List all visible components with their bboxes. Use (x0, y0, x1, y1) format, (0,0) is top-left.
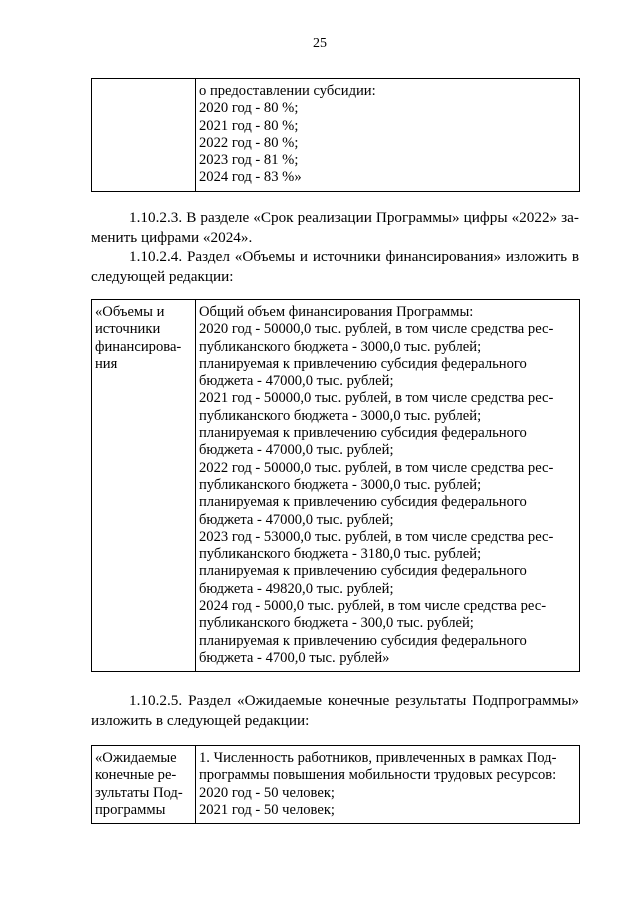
text-line: публиканского бюджета - 3000,0 тыс. рублей; (199, 407, 482, 424)
text-line: 2021 год - 50000,0 тыс. рублей, в том числе средства рес- (199, 390, 554, 407)
text-line: 2023 год - 81 %; (199, 152, 299, 169)
text-line: публиканского бюджета - 300,0 тыс. рублей; (199, 615, 474, 632)
text-line: 2022 год - 80 %; (199, 134, 299, 151)
table-cell-label (92, 746, 196, 824)
text-line: 2022 год - 50000,0 тыс. рублей, в том числе средства рес- (199, 459, 554, 476)
text-line: «Ожидаемые (95, 750, 177, 766)
text-line: финансирова- (95, 338, 182, 355)
table-cell-content (196, 300, 580, 672)
table-cell-content (196, 746, 580, 824)
table-cell-label (92, 79, 196, 192)
text-line: зультаты Под- (95, 784, 183, 801)
text-line: программы (95, 801, 166, 818)
table-row (92, 300, 580, 672)
expected-results-table (91, 745, 580, 824)
table-cell-label (92, 300, 196, 672)
text-line: конечные ре- (95, 767, 177, 784)
text-line: 2020 год - 50 человек; (199, 784, 335, 801)
text-line: 2023 год - 53000,0 тыс. рублей, в том числе средства рес- (199, 528, 554, 545)
text-line: 2021 год - 80 %; (199, 117, 299, 134)
text-line: планируемая к привлечению субсидия федерального (199, 494, 527, 511)
text-line: программы повышения мобильности трудовых ресурсов: (199, 767, 557, 784)
table-row (92, 746, 580, 824)
text-line: изложить в следующей редакции: (91, 712, 310, 729)
text-line: бюджета - 4700,0 тыс. рублей» (199, 649, 390, 666)
text-line: планируемая к привлечению субсидия федерального (199, 563, 527, 580)
page-number: 25 (313, 36, 327, 51)
text-line: ния (95, 355, 118, 372)
text-line: планируемая к привлечению субсидия федерального (199, 632, 527, 649)
text-line: «Объемы и (95, 304, 165, 320)
text-line: бюджета - 47000,0 тыс. рублей; (199, 511, 394, 528)
financing-table (91, 299, 580, 672)
text-line: публиканского бюджета - 3000,0 тыс. рублей; (199, 338, 482, 355)
text-line: бюджета - 47000,0 тыс. рублей; (199, 373, 394, 390)
text-line: следующей редакции: (91, 268, 234, 285)
text-line: 2024 год - 5000,0 тыс. рублей, в том числе средства рес- (199, 598, 547, 615)
text-line: 2020 год - 50000,0 тыс. рублей, в том числе средства рес- (199, 321, 554, 338)
subsidy-share-table (91, 78, 580, 192)
text-line: о предоставлении субсидии: (199, 83, 376, 99)
text-line: планируемая к привлечению субсидия федерального (199, 355, 527, 372)
text-line: 1.10.2.4. Раздел «Объемы и источники финансирования» изложить в (129, 248, 579, 265)
paragraph-1-10-2-4 (91, 247, 579, 287)
text-line: планируемая к привлечению субсидия федерального (199, 425, 527, 442)
text-line: 2020 год - 80 %; (199, 100, 299, 117)
text-line: бюджета - 47000,0 тыс. рублей; (199, 442, 394, 459)
text-line: менить цифрами «2024». (91, 229, 253, 246)
text-line: 1.10.2.3. В разделе «Срок реализации Программы» цифры «2022» за- (129, 209, 579, 226)
paragraph-1-10-2-5 (91, 691, 579, 731)
text-line: бюджета - 49820,0 тыс. рублей; (199, 580, 394, 597)
text-line: Общий объем финансирования Программы: (199, 304, 474, 320)
text-line: 1.10.2.5. Раздел «Ожидаемые конечные результаты Подпрограммы» (129, 692, 579, 709)
text-line: 1. Численность работников, привлеченных в рамках Под- (199, 750, 557, 766)
paragraph-1-10-2-3 (91, 208, 579, 248)
table-row (92, 79, 580, 192)
text-line: 2021 год - 50 человек; (199, 801, 335, 818)
text-line: 2024 год - 83 %» (199, 169, 302, 186)
table-cell-content (196, 79, 580, 192)
text-line: публиканского бюджета - 3000,0 тыс. рублей; (199, 476, 482, 493)
text-line: публиканского бюджета - 3180,0 тыс. рублей; (199, 546, 482, 563)
text-line: источники (95, 321, 161, 338)
